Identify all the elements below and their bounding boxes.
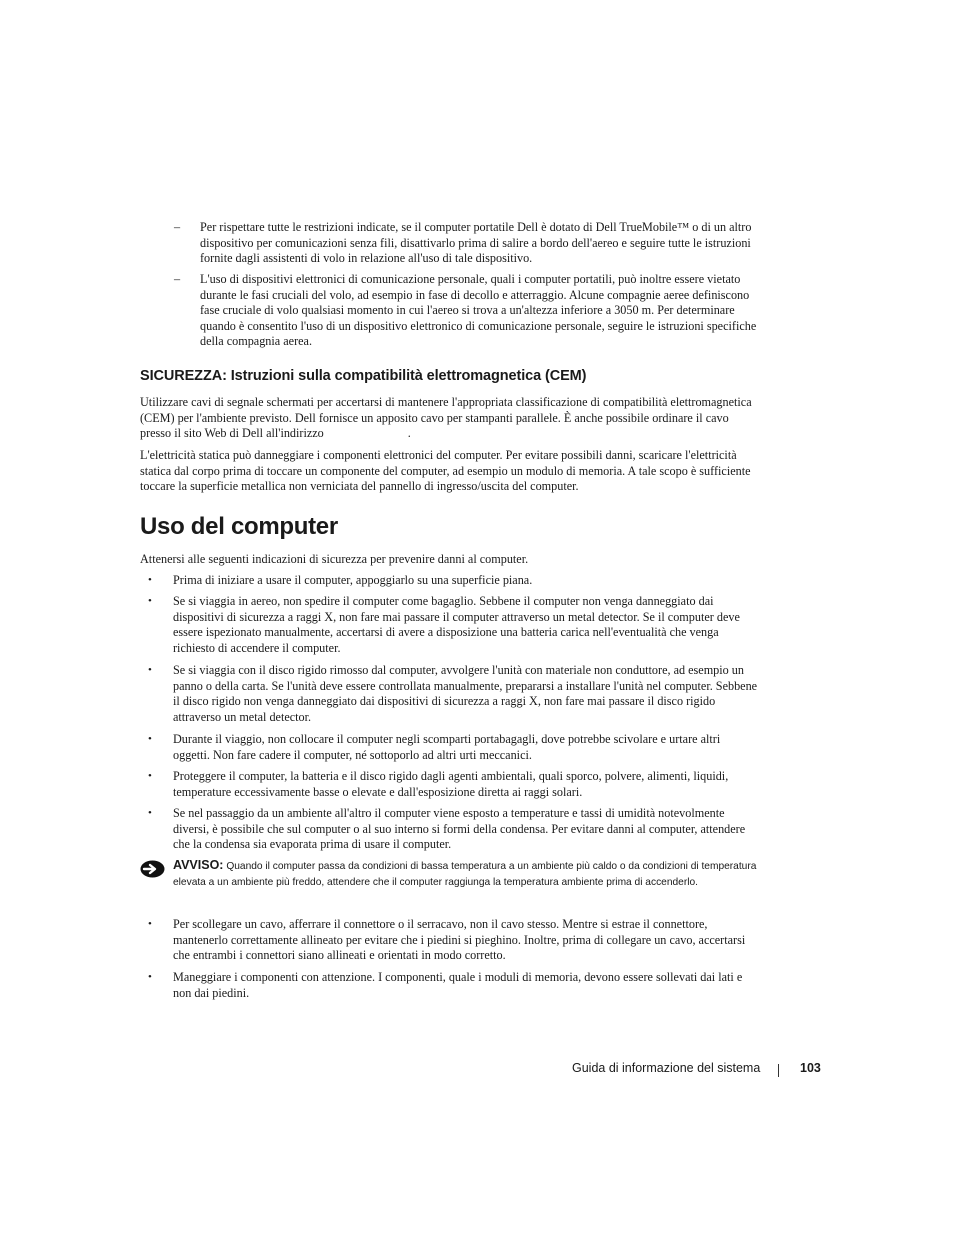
list-item-text: Per scollegare un cavo, afferrare il connettore o il serracavo, non il cavo stesso. Mentre si estrae il connettore, mantenerlo correttamente allineato per evitare che i piedini si pieghino. Inoltre, prima di collegare un cavo, accertarsi che entrambi i connettori siano allineati e orientati in modo corretto. bbox=[173, 917, 746, 963]
dash-item bbox=[174, 220, 764, 267]
notice-label: AVVISO: bbox=[173, 858, 224, 872]
list-item bbox=[148, 769, 758, 800]
page-footer bbox=[572, 1061, 821, 1075]
cem-paragraph-1 bbox=[140, 395, 755, 442]
dash-mark: – bbox=[174, 220, 181, 234]
list-item bbox=[148, 663, 758, 725]
footer-separator bbox=[778, 1064, 779, 1077]
cem-paragraph-1-end: . bbox=[407, 426, 411, 441]
notice-icon bbox=[140, 860, 165, 878]
list-item-text: Durante il viaggio, non collocare il computer negli scomparti portabagagli, dove potrebbe scivolare e urtare altri oggetti. Non fare cadere il computer, né sottoporlo ad altri urti meccanici. bbox=[173, 732, 721, 762]
list-item-text: Se nel passaggio da un ambiente all'altro il computer viene esposto a temperature e tassi di umidità notevolmente diversi, è possibile che sul computer o al suo interno si formi della condensa. Per evitare danni al computer, attendere che la condensa sia evaporata prima di usare il computer. bbox=[173, 806, 746, 852]
notice-body: Quando il computer passa da condizioni di bassa temperatura a un ambiente più caldo o da condizioni di temperatura elevata a un ambiente più freddo, attendere che il computer raggiunga la temperatura ambiente prima di accenderlo. bbox=[173, 861, 757, 888]
cem-paragraph-1-text: Utilizzare cavi di segnale schermati per accertarsi di mantenere l'appropriata classificazione di compatibilità elettromagnetica (CEM) per l'ambiente previsto. Dell fornisce un apposito cavo per stampanti parallele. È anche possibile ordinare il cavo presso il sito Web di Dell all'indirizzo bbox=[140, 395, 752, 441]
dash-item-text: Per rispettare tutte le restrizioni indicate, se il computer portatile Dell è dotato di Dell TrueMobile™ o di un altro dispositivo per comunicazioni senza fili, disattivarlo prima di salire a bordo dell'aereo e seguire tutte le istruzioni fornite dagli assistenti di volo in relazione all'uso di tale dispositivo. bbox=[200, 220, 752, 266]
list-item-text: Prima di iniziare a usare il computer, appoggiarlo su una superficie piana. bbox=[173, 573, 533, 587]
list-item bbox=[148, 806, 758, 853]
bullet-mark: • bbox=[148, 664, 152, 676]
page-number: 103 bbox=[800, 1061, 821, 1075]
list-item-text: Maneggiare i componenti con attenzione. I componenti, quale i moduli di memoria, devono essere sollevati dai lati e non dai piedini. bbox=[173, 970, 743, 1000]
cem-paragraph-2: L'elettricità statica può danneggiare i componenti elettronici del computer. Per evitare possibili danni, scaricare l'elettricità statica dal corpo prima di toccare un componente del computer, ad esempio un modulo di memoria. A tale scopo è sufficiente toccare la superficie metallica non verniciata del pannello di ingresso/uscita del computer. bbox=[140, 448, 751, 494]
bullet-mark: • bbox=[148, 595, 152, 607]
footer-title: Guida di informazione del sistema bbox=[572, 1061, 761, 1075]
list-item bbox=[148, 594, 758, 656]
list-item bbox=[148, 732, 758, 763]
section-heading-cem: SICUREZZA: Istruzioni sulla compatibilità elettromagnetica (CEM) bbox=[140, 368, 587, 384]
bullet-mark: • bbox=[148, 918, 152, 930]
list-item-text: Proteggere il computer, la batteria e il disco rigido dagli agenti ambientali, quali sporco, polvere, alimenti, liquidi, temperature eccessivamente basse o elevate e dall'esposizione diretta ai raggi solari. bbox=[173, 769, 729, 799]
list-item bbox=[148, 573, 758, 589]
bullet-mark: • bbox=[148, 770, 152, 782]
list-item bbox=[148, 970, 758, 1001]
dash-mark: – bbox=[174, 272, 181, 286]
bullet-mark: • bbox=[148, 574, 152, 586]
list-item-text: Se si viaggia in aereo, non spedire il computer come bagaglio. Sebbene il computer non venga danneggiato dai dispositivi di sicurezza a raggi X, non fare mai passare il computer attraverso un metal detector. Se il computer deve essere ispezionato manualmente, accertarsi di avere a disposizione una batteria carica nell'eventualità che venga richiesto di accendere il computer. bbox=[173, 594, 740, 655]
page-title: Uso del computer bbox=[140, 513, 338, 540]
notice-text bbox=[173, 858, 760, 890]
bullet-mark: • bbox=[148, 971, 152, 983]
intro-paragraph: Attenersi alle seguenti indicazioni di sicurezza per prevenire danni al computer. bbox=[140, 552, 529, 566]
dash-item-text: L'uso di dispositivi elettronici di comunicazione personale, quali i computer portatili, può inoltre essere vietato durante le fasi cruciali del volo, ad esempio in fase di decollo e atterraggio. Alcune compagnie aeree definiscono fase cruciale di volo qualsiasi momento in cui l'aereo si trova a un'altezza inferiore a 3050 m. Per determinare quando è consentito l'uso di un dispositivo elettronico di comunicazione personale, seguire le istruzioni specifiche della compagnia aerea. bbox=[200, 272, 757, 349]
list-item bbox=[148, 917, 758, 964]
bullet-mark: • bbox=[148, 807, 152, 819]
dash-item bbox=[174, 272, 764, 350]
list-item-text: Se si viaggia con il disco rigido rimosso dal computer, avvolgere l'unità con materiale non conduttore, ad esempio un panno o della carta. Se l'unità deve essere controllata manualmente, prepararsi a installare l'unità nel computer. Sebbene il disco rigido non venga danneggiato dai dispositivi di sicurezza a raggi X, non fare mai passare il disco rigido attraverso un metal detector. bbox=[173, 663, 758, 724]
notice-box bbox=[140, 858, 760, 890]
bullet-mark: • bbox=[148, 733, 152, 745]
